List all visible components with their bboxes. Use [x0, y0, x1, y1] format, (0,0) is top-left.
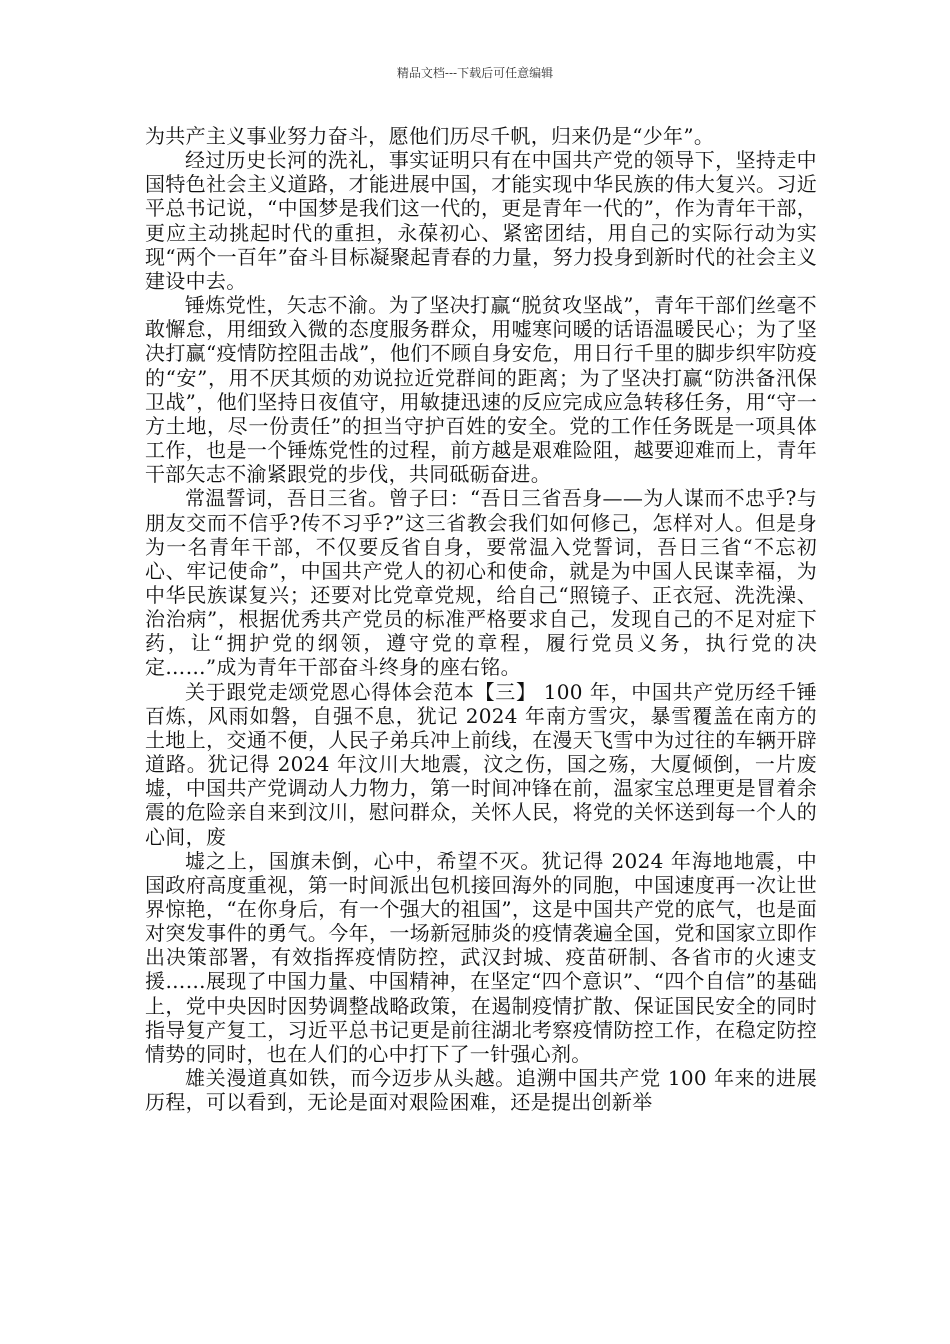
- paragraph: 关于跟党走颂党恩心得体会范本【三】 100 年，中国共产党历经千锤百炼，风雨如磐，自强不息，犹记 2024 年南方雪灾，暴雪覆盖在南方的土地上，交通不便，人民子弟兵冲上前线，在漫天飞雪中为过往的车辆开辟道路。犹记得 2024 年汶川大地震，汶之伤，国之殇，大厦倾倒，一片废墟，中国共产党调动人力物力，第一时间冲锋在前，温家宝总理更是冒着余震的危险亲自来到汶川，慰问群众，关怀人民，将党的关怀送到每一个人的心间，废: [145, 679, 817, 849]
- paragraph: 经过历史长河的洗礼，事实证明只有在中国共产党的领导下，坚持走中国特色社会主义道路，才能进展中国，才能实现中华民族的伟大复兴。习近平总书记说，“中国梦是我们这一代的，更是青年一代的”，作为青年干部，更应主动挑起时代的重担，永葆初心、紧密团结，用自己的实际行动为实现“两个一百年”奋斗目标凝聚起青春的力量，努力投身到新时代的社会主义建设中去。: [145, 148, 817, 293]
- paragraph: 为共产主义事业努力奋斗，愿他们历尽千帆，归来仍是“少年”。: [145, 124, 715, 148]
- document-body: [145, 124, 817, 1114]
- paragraph: 常温誓词，吾日三省。曾子曰：“吾日三省吾身——为人谋而不忠乎?与朋友交而不信乎?传不习乎?”这三省教会我们如何修己，怎样对人。但是身为一名青年干部，不仅要反省自身，要常温入党誓词，吾日三省“不忘初心、牢记使命”，中国共产党人的初心和使命，就是为中国人民谋幸福，为中华民族谋复兴；还要对比党章党规，给自己“照镜子、正衣冠、洗洗澡、治治病”，根据优秀共产党员的标准严格要求自己，发现自己的不足对症下药，让“拥护党的纲领，遵守党的章程，履行党员义务，执行党的决定……”成为青年干部奋斗终身的座右铭。: [145, 486, 817, 680]
- paragraph: 雄关漫道真如铁，而今迈步从头越。追溯中国共产党 100 年来的进展历程，可以看到，无论是面对艰险困难，还是提出创新举: [145, 1066, 817, 1115]
- paragraph: 锤炼党性，矢志不渝。为了坚决打赢“脱贫攻坚战”，青年干部们丝毫不敢懈怠，用细致入微的态度服务群众，用嘘寒问暖的话语温暖民心；为了坚决打赢“疫情防控阻击战”，他们不顾自身安危，用日行千里的脚步织牢防疫的“安”，用不厌其烦的劝说拉近党群间的距离；为了坚决打赢“防洪备汛保卫战”，他们坚持日夜值守，用敏捷迅速的反应完成应急转移任务，用“守一方土地，尽一份责任”的担当守护百姓的安全。党的工作任务既是一项具体工作，也是一个锤炼党性的过程，前方越是艰难险阻，越要迎难而上，青年干部矢志不渝紧跟党的步伐，共同砥砺奋进。: [145, 293, 817, 487]
- paragraph: 墟之上，国旗未倒，心中，希望不灭。犹记得 2024 年海地地震，中国政府高度重视，第一时间派出包机接回海外的同胞，中国速度再一次让世界惊艳，“在你身后，有一个强大的祖国”，这是中国共产党的底气，也是面对突发事件的勇气。今年，一场新冠肺炎的疫情袭遍全国，党和国家立即作出决策部署，有效指挥疫情防控，武汉封城、疫苗研制、各省市的火速支援……展现了中国力量、中国精神，在坚定“四个意识”、“四个自信”的基础上，党中央因时因势调整战略政策，在遏制疫情扩散、保证国民安全的同时指导复产复工，习近平总书记更是前往湖北考察疫情防控工作，在稳定防控情势的同时，也在人们的心中打下了一针强心剂。: [145, 848, 817, 1066]
- page-header: 精品文档---下载后可任意编辑: [396, 66, 554, 80]
